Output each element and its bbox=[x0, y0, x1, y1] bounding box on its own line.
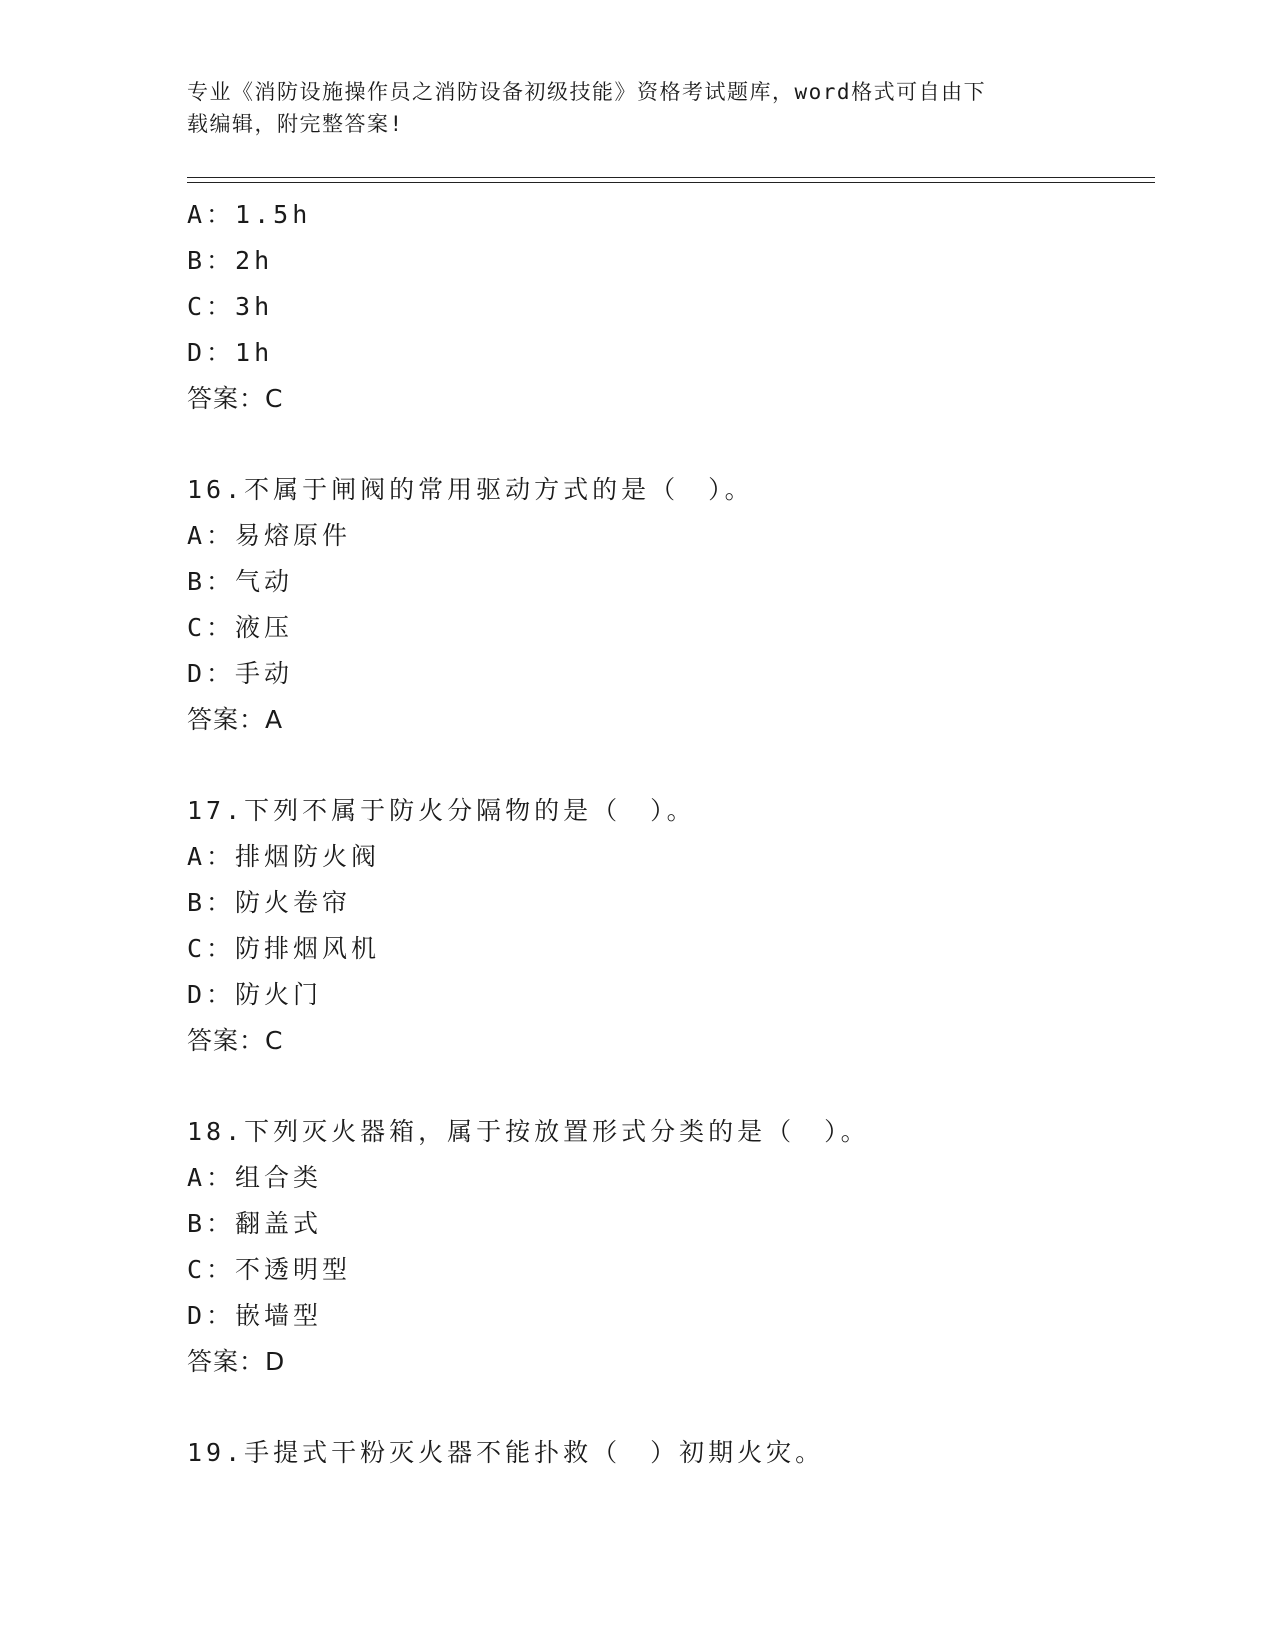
option-a: A：排烟防火阀 bbox=[187, 842, 381, 871]
answer: 答案：D bbox=[187, 1347, 286, 1376]
question-19 bbox=[187, 1430, 1147, 1476]
header-line-1: 专业《消防设施操作员之消防设备初级技能》资格考试题库，word格式可自由下 bbox=[187, 80, 987, 104]
question-text: 18.下列灭火器箱，属于按放置形式分类的是（ ）。 bbox=[187, 1117, 870, 1146]
document-header bbox=[187, 76, 1087, 140]
option-d: D：1h bbox=[187, 338, 274, 367]
question-list bbox=[187, 192, 1147, 1476]
option-b: B：气动 bbox=[187, 567, 294, 596]
option-b: B：翻盖式 bbox=[187, 1209, 323, 1238]
question-17 bbox=[187, 788, 1147, 1064]
question-text: 17.下列不属于防火分隔物的是（ ）。 bbox=[187, 796, 696, 825]
option-b: B：2h bbox=[187, 246, 274, 275]
question-15 bbox=[187, 192, 1147, 422]
question-18 bbox=[187, 1109, 1147, 1385]
option-d: D：手动 bbox=[187, 659, 294, 688]
answer: 答案：C bbox=[187, 384, 284, 413]
answer: 答案：C bbox=[187, 1026, 284, 1055]
option-c: C：不透明型 bbox=[187, 1255, 352, 1284]
option-a: A：组合类 bbox=[187, 1163, 323, 1192]
question-16 bbox=[187, 467, 1147, 743]
option-b: B：防火卷帘 bbox=[187, 888, 352, 917]
option-c: C：防排烟风机 bbox=[187, 934, 381, 963]
question-text: 16.不属于闸阀的常用驱动方式的是（ ）。 bbox=[187, 475, 754, 504]
header-line-2: 载编辑，附完整答案! bbox=[187, 112, 404, 136]
header-rule-top bbox=[187, 177, 1155, 178]
option-a: A：易熔原件 bbox=[187, 521, 352, 550]
answer: 答案：A bbox=[187, 705, 284, 734]
question-text: 19.手提式干粉灭火器不能扑救（ ）初期火灾。 bbox=[187, 1438, 825, 1467]
option-c: C：液压 bbox=[187, 613, 294, 642]
option-c: C：3h bbox=[187, 292, 274, 321]
option-a: A：1.5h bbox=[187, 200, 312, 229]
option-d: D：防火门 bbox=[187, 980, 323, 1009]
option-d: D：嵌墙型 bbox=[187, 1301, 323, 1330]
header-rule-bottom bbox=[187, 182, 1155, 183]
